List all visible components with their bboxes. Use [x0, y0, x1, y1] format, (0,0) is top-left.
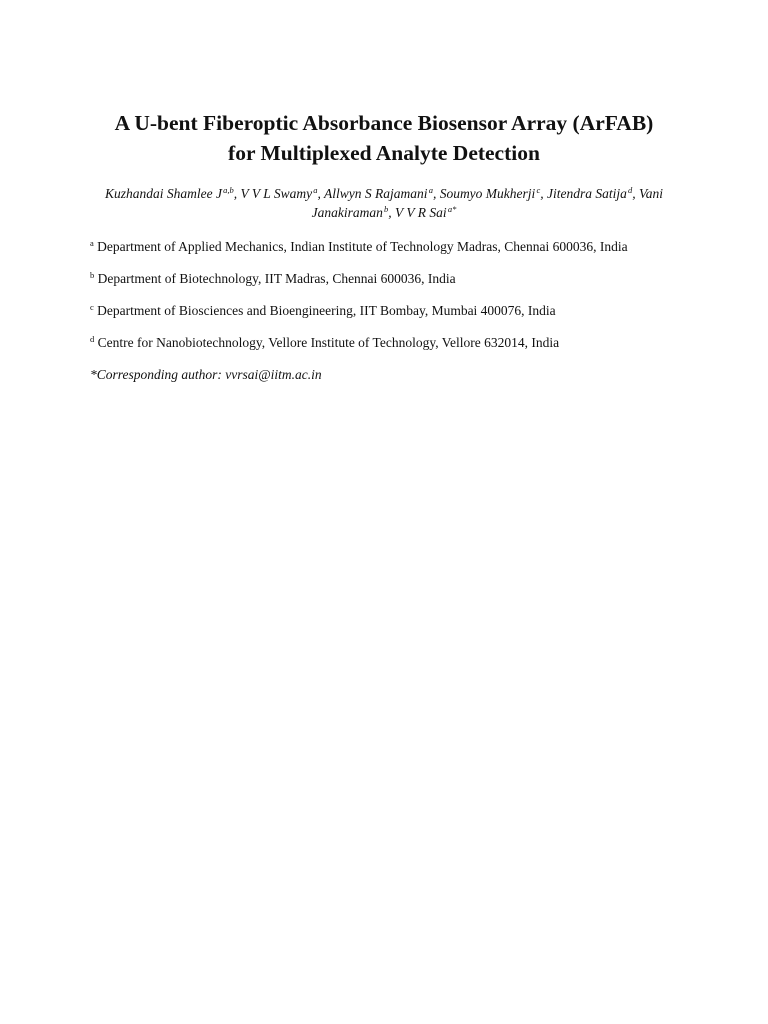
affiliation-a	[90, 237, 720, 256]
affiliation-text: Department of Applied Mechanics, Indian Institute of Technology Madras, Chennai 600036, India	[97, 239, 628, 254]
author-separator: ,	[632, 186, 639, 201]
affiliation-mark: a	[90, 238, 94, 248]
affiliation-text: Department of Biosciences and Bioengineering, IIT Bombay, Mumbai 400076, India	[97, 303, 556, 318]
author-affiliation-mark: d	[627, 185, 633, 195]
author-affiliation-mark: a*	[447, 204, 457, 214]
author-name: Allwyn S Rajamani	[324, 186, 428, 201]
author-affiliation-mark: c	[536, 185, 541, 195]
affiliation-text: Centre for Nanobiotechnology, Vellore Institute of Technology, Vellore 632014, India	[97, 335, 560, 350]
author-name: V V R Sai	[395, 205, 447, 220]
affiliation-mark: c	[90, 302, 94, 312]
author-separator: ,	[432, 186, 440, 201]
author-separator: ,	[388, 205, 396, 220]
author-affiliation-mark: b	[384, 204, 389, 214]
affiliation-c	[90, 301, 720, 320]
author-affiliation-mark: a	[313, 185, 318, 195]
author-separator: ,	[317, 186, 325, 201]
paper-title-line-1: A U-bent Fiberoptic Absorbance Biosensor Array (ArFAB)	[114, 111, 654, 135]
author-separator: ,	[233, 186, 241, 201]
affiliation-text: Department of Biotechnology, IIT Madras, Chennai 600036, India	[97, 271, 456, 286]
corresponding-author: *Corresponding author: vvrsai@iitm.ac.in	[90, 367, 322, 382]
author-affiliation-mark: a	[428, 185, 433, 195]
affiliation-mark: d	[90, 334, 95, 344]
paper-title	[40, 108, 728, 168]
affiliation-d	[90, 333, 720, 352]
author-separator: ,	[540, 186, 547, 201]
affiliation-b	[90, 269, 720, 288]
author-name: Jitendra Satija	[546, 186, 627, 201]
author-name: V V L Swamy	[240, 186, 313, 201]
author-affiliation-mark: a,b	[223, 185, 234, 195]
affiliation-mark: b	[90, 270, 95, 280]
author-list	[88, 184, 680, 222]
author-name: Vani Janakiraman	[311, 186, 663, 220]
author-name: Kuzhandai Shamlee J	[104, 186, 222, 201]
paper-title-line-2: for Multiplexed Analyte Detection	[228, 141, 540, 165]
author-name: Soumyo Mukherji	[439, 186, 536, 201]
